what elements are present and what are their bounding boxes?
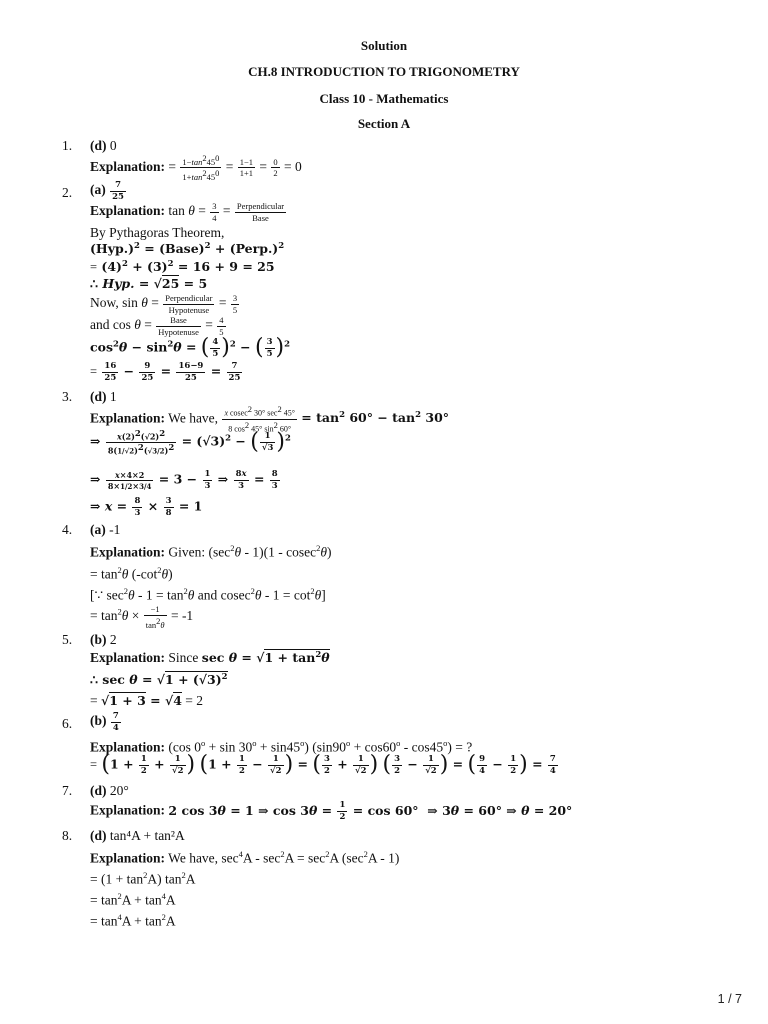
answer-option-3: (d) [90,389,107,404]
question-number-5: 5. [62,632,73,647]
pythagoras-calc: = $(4)^2 + (3)^2 = 16 + 9 = 25$ [90,259,275,275]
question-number-4: 4. [62,522,73,537]
answer-value-4: -1 [109,522,121,537]
answer-value-3: 1 [109,389,117,404]
class-subtitle: Class 10 - Mathematics [319,91,449,106]
step-4b: [∵ $\sec^2\theta - 1 = \tan^2\theta$ and $cosec^2\theta - 1 = \cot^2\theta$] [90,586,326,603]
question-number-3: 3. [62,389,73,404]
pythagoras-equation: $(Hyp.)^2$ = (Base)$^2$ + (Perp.)$^2$ [90,241,285,257]
answer-line-7 [90,783,129,799]
document-title: Solution [360,38,408,53]
answer-option-2: (a) [90,182,106,198]
answer-option-1: (d) [90,138,107,153]
step-4a: = $\tan^2\theta$ $(-\cot^2\theta)$ [90,565,173,582]
answer-value-8: tan⁴A + tan²A [109,828,185,843]
cos-theta: and cos θ = Base Hypotenuse = $\frac{4}{5}$ [90,315,224,337]
step-8b: = $\tan^2A + \tan^4A$ [90,891,176,908]
section-heading: Section A [357,116,411,131]
explanation-label-5: Explanation: [90,650,166,666]
step-5a: ∴ $\sec \theta = √1 + (√3)^2$ [90,672,228,688]
step-4c: = $\tan^2\theta$ × $\frac{-1}{\tan^2\theta}$ = -1 [90,604,194,630]
answer-value-1: 0 [109,138,117,153]
explanation-label-7: Explanation: [90,802,166,818]
explanation-2: Explanation: tan θ = $\frac{3}{4}$ = Perpendicular Base [90,201,285,223]
explanation-6: Explanation: (cos $0^o + \sin 30^o + \sin 45^o$) $(\sin 90^o + \cos 60^o - \cos 45^o)$ = ? [90,738,473,755]
question-number-1: 1. [62,138,73,153]
cos2-minus-sin2: $\cos^2\theta - \sin^2\theta$ = ( $\frac{4}{5}$ )$^2$ − ( $\frac{3}{5}$ )$^2$ [90,335,291,361]
question-number-8: 8. [62,828,73,843]
explanation-7: Explanation: 2 cos 3θ = 1 ⇒ cos 3θ = $\frac{1}{2}$ = cos 60° ⇒ 3θ = 60° ⇒ θ = 20° [90,800,573,822]
explanation-8: Explanation: We have, $\sec^4A - \sec^2A = \sec^2A$ $(\sec^2A - 1)$ [90,849,400,866]
step-8c: = $\tan^4A + \tan^2A$ [90,912,176,929]
explanation-5: Explanation: Since $\sec \theta = √1 + \tan^2\theta$ [90,650,330,666]
answer-line-6: (b) $\frac{7}{4}$ [90,711,119,733]
question-number-7: 7. [62,783,73,798]
answer-line-2: (a) $\frac{7}{25}$ [90,180,124,202]
step-6a: = (1 + $\frac{1}{2}$ + $\frac{1}{√2}$ ) (1 + $\frac{1}{2}$ − $\frac{1}{√2}$ ) = ( $\frac{3}{2}$ + $\frac{1}{√2}$ ) ( $\frac{3}{2}$ − $\frac{1}{√2}$ ) = ( $\frac{9}{4}$ − $\frac{1}{2}$ ) = $\frac{7}{4}$ [90,752,556,778]
answer-line-5 [90,632,117,648]
answer-line-3 [90,389,117,405]
answer-option-4: (a) [90,522,106,537]
answer-line-4 [90,522,120,538]
step-3a: ⇒ $\frac{x(2)^2(√2)^2}{8(1/√2)^2(√3/2)^2}$ = $(√3)^2$ − ( $\frac{1}{√3}$ )$^2$ [90,429,291,456]
step-3c: ⇒ x = $\frac{8}{3}$ × $\frac{3}{8}$ = 1 [90,496,203,518]
explanation-4: Explanation: Given: $(\sec^2\theta - 1)(1 - cosec^2\theta)$ [90,543,332,560]
answer-line-8 [90,828,185,844]
explanation-3: Explanation: We have, x cosec$^2$ 30° $\sec^2 45^\circ$ 8 $\cos^2 45^\circ$ $\sin^2 60^\circ$ = $\tan^2 60^\circ - \tan^2 30^\circ$ [90,404,450,434]
explanation-label-2: Explanation: [90,203,166,219]
answer-value-7: 20° [109,783,129,798]
answer-option-8: (d) [90,828,107,843]
question-number-2: 2. [62,185,73,200]
step-5b: = √1 + 3 = √4 = 2 [90,693,204,708]
explanation-label-4: Explanation: [90,544,166,560]
explanation-label-3: Explanation: [90,410,166,426]
hypotenuse-calc: ∴ Hyp. = √25 = 5 [90,276,208,291]
question-number-6: 6. [62,716,73,731]
step-8a: = $(1 + \tan^2A)$ $\tan^2A$ [90,870,196,887]
explanation-label-8: Explanation: [90,850,166,866]
answer-value-5: 2 [109,632,117,647]
explanation-1: Explanation: = $\frac{1-\tan^245^0}{1+\tan^245^0}$ = $\frac{1-1}{1+1}$ = $\frac{0}{2}$ = 0 [90,153,302,183]
explanation-label-1: Explanation: [90,158,166,174]
answer-line-1 [90,138,117,154]
answer-option-6: (b) [90,713,107,729]
pythagoras-text: By Pythagoras Theorem, [90,225,225,240]
answer-option-5: (b) [90,632,107,647]
step-3b: ⇒ $\frac{x\times 4\times 2}{8\times 1/2\times 3/4}$ = 3 − $\frac{1}{3}$ ⇒ $\frac{8x}{3}$ = $\frac{8}{3}$ [90,469,278,491]
answer-option-7: (d) [90,783,107,798]
final-calc-2: = $\frac{16}{25}$ − $\frac{9}{25}$ = $\frac{16-9}{25}$ = $\frac{7}{25}$ [90,361,241,383]
page-number: 1 / 7 [717,992,742,1006]
chapter-title: CH.8 INTRODUCTION TO TRIGONOMETRY [248,64,520,79]
explanation-label-6: Explanation: [90,739,166,755]
sin-theta: Now, sin θ = Perpendicular Hypotenuse = $\frac{3}{5}$ [90,293,238,315]
